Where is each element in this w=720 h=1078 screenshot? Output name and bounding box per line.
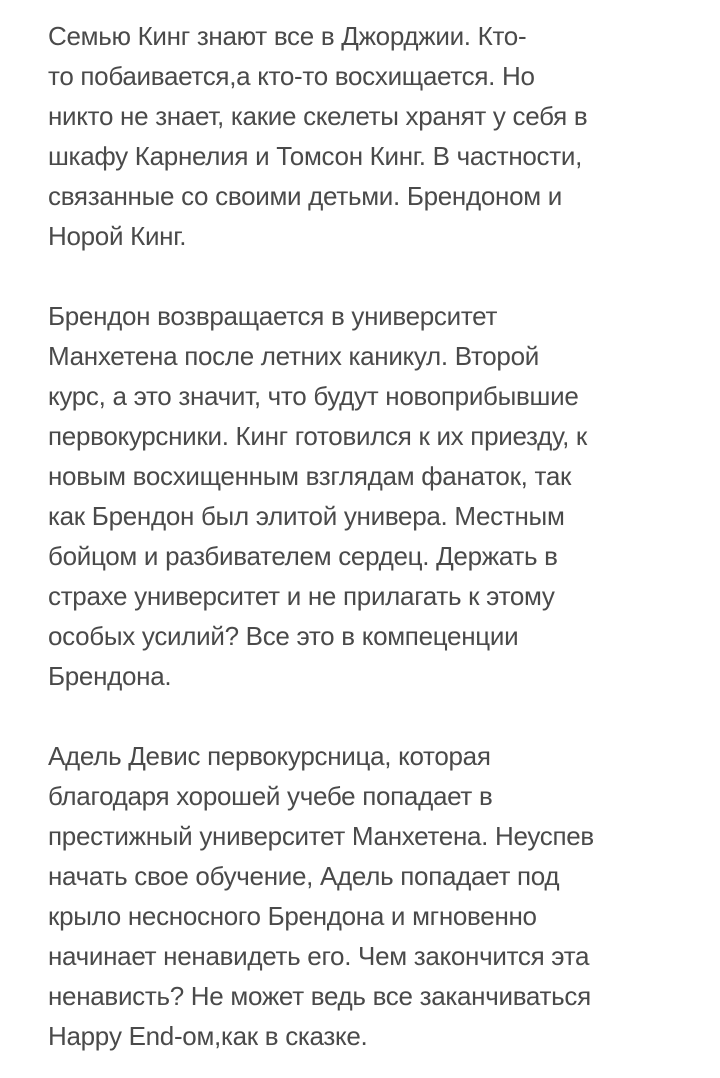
- text-line: Манхетена после летних каникул. Второй: [48, 341, 539, 371]
- paragraph-2: [48, 296, 688, 696]
- text-line: крыло несносного Брендона и мгновенно: [48, 901, 537, 931]
- text-line: Адель Девис первокурсница, которая: [48, 741, 491, 771]
- text-line: особых усилий? Все это в компеценции: [48, 621, 519, 651]
- text-line: бойцом и разбивателем сердец. Держать в: [48, 541, 558, 571]
- text-line: связанные со своими детьми. Брендоном и: [48, 181, 562, 211]
- text-line: первокурсники. Кинг готовился к их приезду, к: [48, 421, 588, 451]
- paragraph-1: [48, 16, 688, 256]
- text-line: шкафу Карнелия и Томсон Кинг. В частности,: [48, 141, 583, 171]
- text-line: Happy End-ом,как в сказке.: [48, 1021, 368, 1051]
- text-line: новым восхищенным взглядам фанаток, так: [48, 461, 572, 491]
- text-line: никто не знает, какие скелеты хранят у себя в: [48, 101, 588, 131]
- text-line: Семью Кинг знают все в Джорджии. Кто-: [48, 21, 527, 51]
- text-line: ненависть? Не может ведь все заканчиваться: [48, 981, 591, 1011]
- text-line: Брендона.: [48, 661, 172, 691]
- document-text: [48, 16, 688, 1056]
- text-line: как Брендон был элитой универа. Местным: [48, 501, 565, 531]
- text-line: начать свое обучение, Адель попадает под: [48, 861, 560, 891]
- text-line: благодаря хорошей учебе попадает в: [48, 781, 493, 811]
- text-line: то побаивается,а кто-то восхищается. Но: [48, 61, 535, 91]
- paragraph-3: [48, 736, 688, 1056]
- text-line: курс, а это значит, что будут новоприбывшие: [48, 381, 579, 411]
- text-line: престижный университет Манхетена. Неуспев: [48, 821, 594, 851]
- text-line: начинает ненавидеть его. Чем закончится эта: [48, 941, 590, 971]
- text-line: Брендон возвращается в университет: [48, 301, 498, 331]
- text-line: Норой Кинг.: [48, 221, 187, 251]
- text-line: страхе университет и не прилагать к этому: [48, 581, 555, 611]
